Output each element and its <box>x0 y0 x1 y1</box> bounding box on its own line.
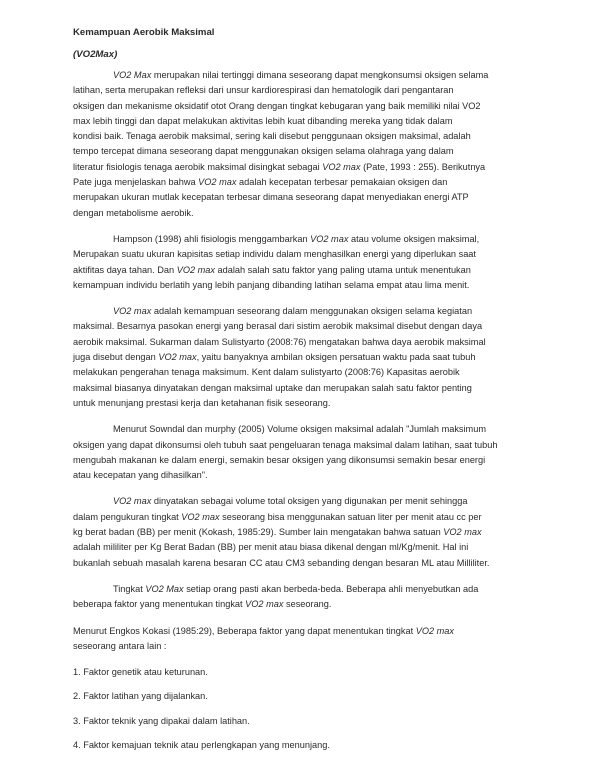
paragraph <box>73 582 533 613</box>
paragraph <box>73 624 533 655</box>
paragraph-line: dengan metabolisme aerobik. <box>73 207 194 218</box>
paragraph-line: bukanlah sebuah masalah karena besaran CC atau CM3 sebanding dengan besaran ML atau Milliliter. <box>73 557 490 568</box>
paragraph-line: aktifitas daya tahan. Dan VO2 max adalah salah satu faktor yang paling utama untuk menentukan <box>73 264 471 275</box>
list-item: 4. Faktor kemajuan teknik atau perlengkapan yang menunjang. <box>73 739 330 750</box>
factor-list <box>73 665 533 753</box>
paragraph-line: kg berat badan (BB) per menit (Kokash, 1985:29). Sumber lain mengatakan bahwa satuan VO2 max <box>73 527 482 538</box>
paragraph-line: oksigen yang dapat dikonsumsi oleh tubuh saat pengeluaran tenaga maksimal dalam latihan, saat tubuh <box>73 439 498 450</box>
paragraph-line: literatur fisiologis tenaga aerobik maksimal disingkat sebagai VO2 max (Pate, 1993 : 255). Berikutnya <box>73 161 486 172</box>
paragraph-line: Pate juga menjelaskan bahwa VO2 max adalah kecepatan terbesar pemakaian oksigen dan <box>73 177 448 188</box>
paragraph-line: VO2 max dinyatakan sebagai volume total oksigen yang digunakan per menit sehingga <box>113 496 468 507</box>
paragraph-line: VO2 max adalah kemampuan seseorang dalam menggunakan oksigen selama kegiatan <box>113 306 473 317</box>
paragraph-line: dalam pengukuran tingkat VO2 max seseorang bisa menggunakan satuan liter per menit atau cc per <box>73 511 482 522</box>
paragraph <box>73 494 533 570</box>
paragraph-line: Merupakan suatu ukuran kapisitas setiap individu dalam menghasilkan energi yang diperlukan saat <box>73 249 476 260</box>
paragraph-line: kondisi baik. Tenaga aerobik maksimal, sering kali disebut penggunaan oksigen maksimal, adalah <box>73 131 471 142</box>
paragraph-line: Tingkat VO2 Max setiap orang pasti akan berbeda-beda. Beberapa ahli menyebutkan ada <box>113 583 479 594</box>
document-body <box>73 68 533 654</box>
paragraph-line: max lebih tinggi dan dapat melakukan aktivitas lebih kuat dibanding mereka yang tidak dalam <box>73 115 453 126</box>
paragraph-line: Menurut Sowndal dan murphy (2005) Volume oksigen maksimal adalah "Jumlah maksimum <box>113 424 486 435</box>
paragraph-line: maksimal. Besarnya pasokan energi yang berasal dari sistim aerobik maksimal disebut dengan daya <box>73 321 483 332</box>
paragraph-line: aerobik maksimal. Sukarman dalam Sulistyarto (2008:76) mengatakan bahwa daya aerobik maksimal <box>73 336 486 347</box>
paragraph-line: beberapa faktor yang menentukan tingkat VO2 max seseorang. <box>73 599 332 610</box>
paragraph <box>73 422 533 483</box>
paragraph-line: atau kecepatan yang dihasilkan". <box>73 470 208 481</box>
document-page <box>73 26 533 762</box>
paragraph-line: seseorang antara lain : <box>73 640 167 651</box>
paragraph-line: adalah mililiter per Kg Berat Badan (BB) per menit atau biasa dikenal dengan ml/Kg/menit. Hal ini <box>73 542 469 553</box>
paragraph <box>73 232 533 293</box>
paragraph-line: VO2 Max merupakan nilai tertinggi dimana seseorang dapat mengkonsumsi oksigen selama <box>113 70 489 80</box>
paragraph-line: tempo tercepat dimana seseorang dapat menggunakan oksigen selama olahraga yang dalam <box>73 146 454 157</box>
paragraph-line: juga disebut dengan VO2 max, yaitu banyaknya ambilan oksigen persatuan waktu pada saat tubuh <box>73 352 476 363</box>
paragraph <box>73 304 533 411</box>
paragraph-line: merupakan ukuran mutlak kecepatan terbesar dimana seseorang dapat menyediakan energi ATP <box>73 192 469 203</box>
document-title: Kemampuan Aerobik Maksimal <box>73 27 215 38</box>
paragraph-line: oksigen dan mekanisme oksidatif otot Orang dengan tingkat kebugaran yang baik memiliki nilai VO2 <box>73 100 481 111</box>
paragraph-line: mengubah makanan ke dalam energi, semakin besar oksigen yang dikonsumsi semakin besar energi <box>73 454 486 465</box>
paragraph-line: melakukan pengerahan tenaga maksimum. Kent dalam sulistyarto (2008:76) Kapasitas aerobik <box>73 367 460 378</box>
paragraph-line: latihan, serta merupakan refleksi dari unsur kardiorespirasi dan hematologik dari pengantaran <box>73 85 454 96</box>
document-subtitle: (VO2Max) <box>73 49 118 60</box>
paragraph-line: Hampson (1998) ahli fisiologis menggambarkan VO2 max atau volume oksigen maksimal, <box>113 233 480 244</box>
paragraph <box>73 68 533 221</box>
list-item: 3. Faktor teknik yang dipakai dalam latihan. <box>73 715 250 726</box>
paragraph-line: untuk menunjang prestasi kerja dan ketahanan fisik seseorang. <box>73 397 331 408</box>
paragraph-line: kemampuan individu berlatih yang lebih panjang dibanding latihan selama empat atau lima menit. <box>73 279 470 290</box>
paragraph-line: maksimal biasanya dinyatakan dengan maksimal uptake dan merupakan salah satu faktor penting <box>73 382 472 393</box>
paragraph-line: Menurut Engkos Kokasi (1985:29), Beberapa faktor yang dapat menentukan tingkat VO2 max <box>73 625 455 636</box>
list-item: 1. Faktor genetik atau keturunan. <box>73 667 208 678</box>
list-item: 2. Faktor latihan yang dijalankan. <box>73 691 208 702</box>
